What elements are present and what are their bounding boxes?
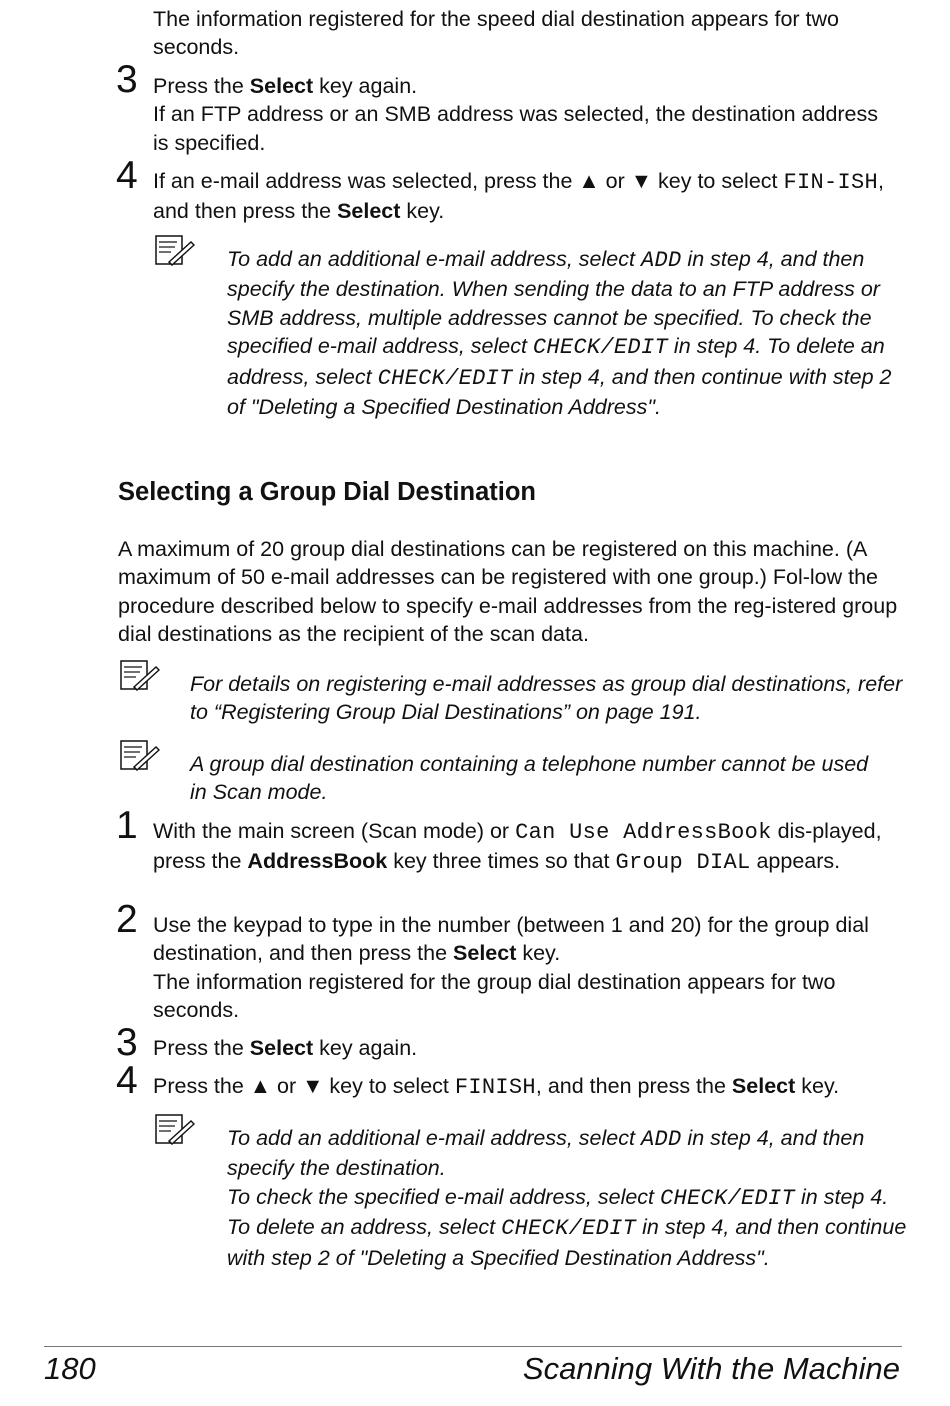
text: To add an additional e-mail address, select (227, 1126, 641, 1150)
text: With the main screen (Scan mode) or (153, 819, 516, 843)
note-text (227, 245, 907, 421)
section-heading: Selecting a Group Dial Destination (118, 478, 536, 506)
select-key: Select (731, 1074, 796, 1098)
text: To add an additional e-mail address, select (227, 247, 641, 271)
step-4-text (153, 167, 898, 226)
step-number: 4 (116, 1059, 138, 1102)
text: , and then press the (535, 1074, 732, 1098)
text: Use the keypad to type in the number (between 1 and 20) for the group dial destination, and then press the (153, 913, 869, 966)
text: Press the (153, 1036, 250, 1060)
step-1-text (153, 817, 898, 878)
text: Press the ▲ or ▼ key to select (153, 1074, 455, 1098)
note-line (227, 1124, 907, 1183)
select-key: Select (453, 941, 517, 966)
note-pencil-icon (155, 234, 195, 268)
step-2-detail: The information registered for the group dial destination appears for two seconds. (153, 969, 836, 1023)
addressbook-key: AddressBook (247, 849, 388, 874)
select-key: Select (249, 74, 314, 98)
step-2-text (153, 911, 898, 1025)
text: , and then press the (153, 169, 884, 224)
chapter-title: Scanning With the Machine (522, 1351, 900, 1386)
addressbook-screen: Can Use AddressBook (515, 820, 772, 845)
step-number: 2 (116, 898, 138, 941)
step-number: 3 (116, 1021, 138, 1064)
step-4-line (153, 167, 898, 226)
step-3-detail: If an FTP address or an SMB address was selected, the destination address is specified. (153, 102, 879, 155)
finish-option: FINISH (454, 1075, 536, 1100)
step-4-text (153, 1072, 898, 1102)
text: key. (795, 1074, 840, 1098)
step-number: 1 (116, 804, 138, 847)
text: appears. (750, 849, 841, 874)
page-number: 180 (44, 1351, 96, 1386)
text: key again. (313, 74, 418, 98)
text: dis-played, press the (153, 819, 882, 874)
text: To check the specified e-mail address, select (227, 1184, 661, 1209)
text: in step 4, and then continue with step 2 of "Deleting a Specified Destination Address". (227, 1215, 907, 1270)
text: in step 4. To delete an address, select (227, 1184, 889, 1240)
step-2-line (153, 911, 898, 968)
text: Press the (153, 74, 250, 98)
text: If an e-mail address was selected, press the ▲ or ▼ key to select (153, 169, 784, 193)
group-dial-option: Group DIAL (615, 850, 751, 876)
text: key three times so that (387, 849, 616, 874)
continuation-text: The information registered for the speed dial destination appears for two seconds. (153, 7, 840, 60)
add-option: ADD (640, 1127, 682, 1152)
text: in step 4, and then specify the destination. (227, 1126, 865, 1181)
finish-option: FIN-ISH (783, 170, 879, 195)
note-line (227, 1183, 907, 1272)
check-edit-option: CHECK/EDIT (660, 1185, 796, 1211)
text: in step 4, and then continue with step 2 of "Deleting a Specified Destination Address". (227, 364, 892, 420)
select-key: Select (337, 199, 401, 224)
note-pencil-icon (120, 659, 160, 693)
step-3-text (153, 72, 898, 157)
footer-rule (44, 1346, 902, 1347)
check-edit-option: CHECK/EDIT (501, 1216, 637, 1242)
text: key. (516, 941, 561, 966)
check-edit-option: CHECK/EDIT (532, 335, 668, 361)
text: key. (400, 199, 445, 224)
note-text: A group dial destination containing a telephone number cannot be used in Scan mode. (190, 752, 869, 805)
select-key: Select (249, 1036, 314, 1060)
note-text: For details on registering e-mail addresses as group dial destinations, refer to “Registering Group Dial Destinations” on page 191. (190, 672, 903, 725)
step-number: 4 (116, 154, 138, 197)
note-pencil-icon (155, 1113, 195, 1147)
text: in step 4. To delete an address, select (227, 334, 885, 389)
add-option: ADD (640, 248, 682, 273)
note-text (227, 1124, 907, 1272)
step-3-line (153, 72, 898, 100)
text: in step 4, and then specify the destination. When sending the data to an FTP address or SMB address, multiple addresses cannot be specified. To check the specified e-mail address, select (227, 247, 880, 359)
step-number: 3 (116, 58, 138, 101)
section-intro: A maximum of 20 group dial destinations can be registered on this machine. (A maximum of 50 e-mail addresses can be registered with one group.) Fol-low the procedure described below to specify e-mail addresses from the reg-istered group dial destinations as the recipient of the scan data. (118, 537, 898, 647)
text: key again. (313, 1036, 418, 1060)
note-pencil-icon (120, 739, 160, 773)
step-3-text (153, 1034, 898, 1062)
check-edit-option: CHECK/EDIT (377, 365, 513, 391)
